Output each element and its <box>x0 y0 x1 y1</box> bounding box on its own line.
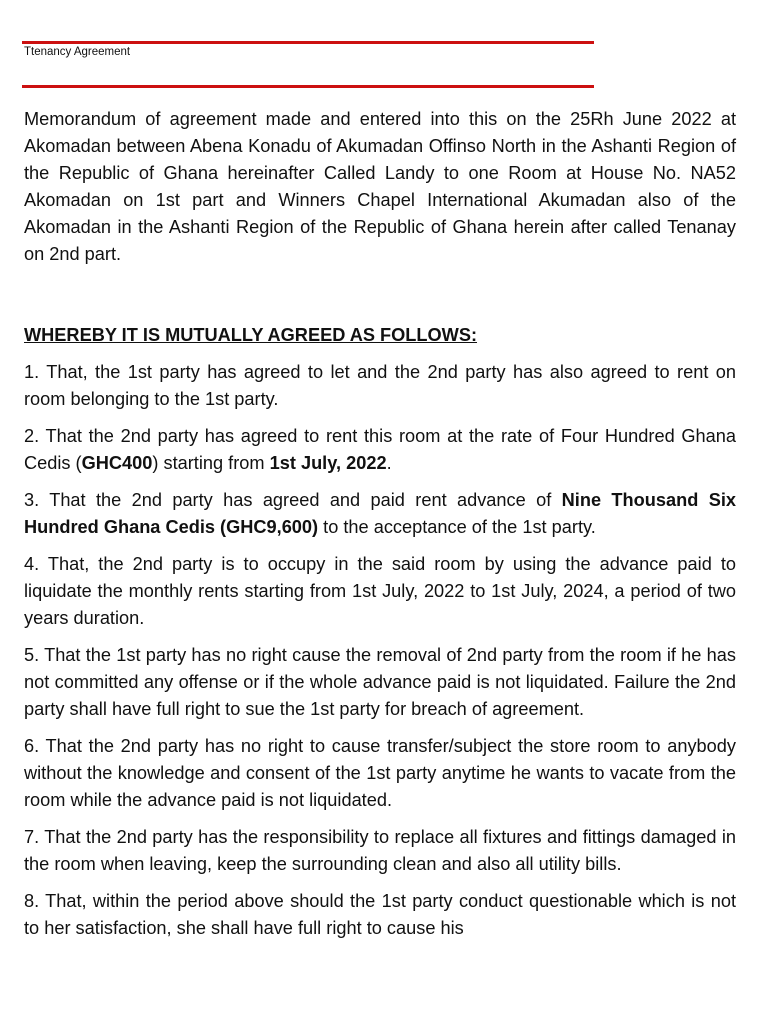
clause-2 <box>24 423 736 477</box>
clause-6: 6. That the 2nd party has no right to cause transfer/subject the store room to anybody without the knowledge and consent of the 1st party anytime he wants to vacate from the room while the advance paid is not liquidated. <box>24 736 736 810</box>
clause-2-text-a: 2. That the 2nd party has agreed to rent this room at the rate of Four Hundred Ghana Cedis ( <box>24 426 736 473</box>
clause-1: 1. That, the 1st party has agreed to let and the 2nd party has also agreed to rent on room belonging to the 1st party. <box>24 362 736 409</box>
clause-3 <box>24 487 736 541</box>
clause-2-start-date: 1st July, 2022 <box>269 453 387 473</box>
clause-2-text-e: . <box>386 453 392 473</box>
clause-3-text-a: 3. That the 2nd party has agreed and paid rent advance of <box>24 490 562 510</box>
clause-7: 7. That the 2nd party has the responsibility to replace all fixtures and fittings damaged in the room when leaving, keep the surrounding clean and also all utility bills. <box>24 827 736 874</box>
header-rule-bottom <box>22 85 594 88</box>
document-header-label: Ttenancy Agreement <box>24 46 131 58</box>
clause-4: 4. That, the 2nd party is to occupy in the said room by using the advance paid to liquidate the monthly rents starting from 1st July, 2022 to 1st July, 2024, a period of two years duration. <box>24 554 736 628</box>
clause-8: 8. That, within the period above should the 1st party conduct questionable which is not to her satisfaction, she shall have full right to cause his <box>24 891 736 938</box>
clause-3-text-c: to the acceptance of the 1st party. <box>318 517 596 537</box>
header-rule-top <box>22 41 594 44</box>
clause-3-advance-amount: Nine Thousand Six Hundred Ghana Cedis (GHC9,600) <box>24 490 736 537</box>
intro-paragraph: Memorandum of agreement made and entered into this on the 25Rh June 2022 at Akomadan between Abena Konadu of Akumadan Offinso North in the Ashanti Region of the Republic of Ghana hereinafter Called Landy to one Room at House No. NA52 Akomadan on 1st part and Winners Chapel International Akumadan also of the Akomadan in the Ashanti Region of the Republic of Ghana herein after called Tenanay on 2nd part. <box>24 109 736 264</box>
clause-2-text-c: ) starting from <box>152 453 270 473</box>
agreement-body <box>24 106 736 952</box>
clause-2-rent-amount: GHC400 <box>81 453 153 473</box>
clause-5: 5. That the 1st party has no right cause the removal of 2nd party from the room if he has not committed any offense or if the whole advance paid is not liquidated. Failure the 2nd party shall have full right to sue the 1st party for breach of agreement. <box>24 645 736 719</box>
section-heading: WHEREBY IT IS MUTUALLY AGREED AS FOLLOWS: <box>24 325 478 345</box>
